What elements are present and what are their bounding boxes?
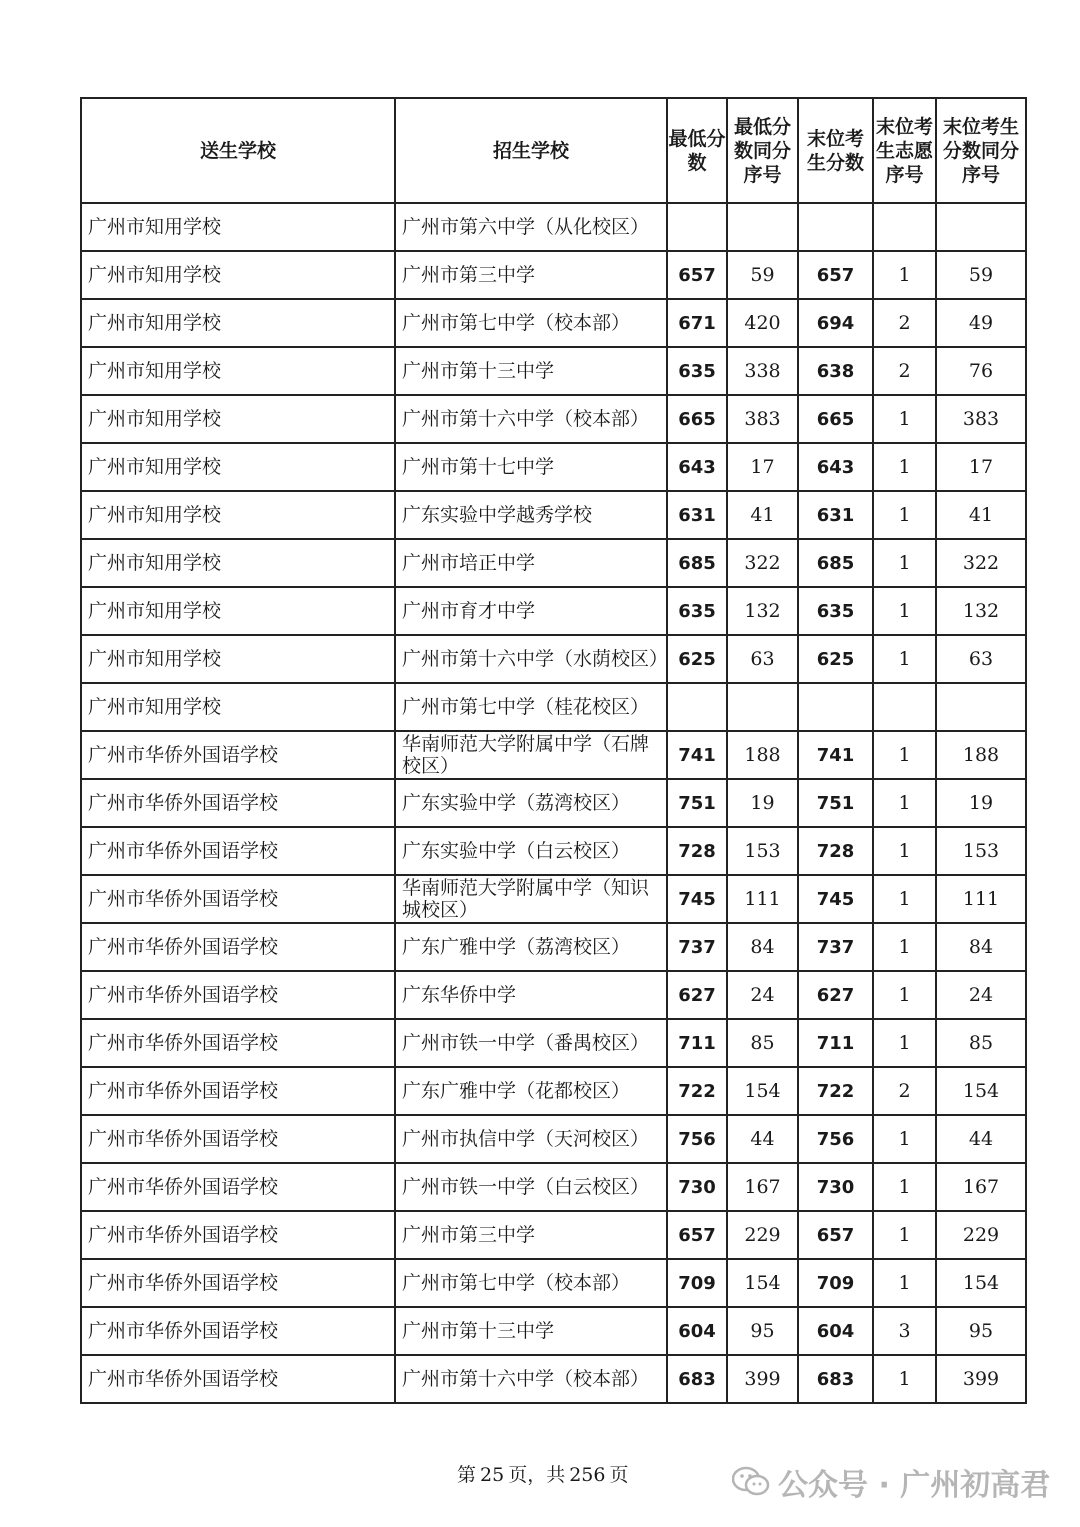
cell-last-score: 625 (798, 635, 873, 683)
table-row (81, 683, 1026, 731)
cell-min-score-tie-rank: 41 (727, 491, 798, 539)
cell-last-score-tie-rank: 322 (936, 539, 1026, 587)
cell-last-choice-rank: 1 (873, 971, 936, 1019)
table-row (81, 875, 1026, 923)
table-row (81, 1019, 1026, 1067)
cell-last-score: 631 (798, 491, 873, 539)
cell-admitting-school: 广州市第七中学（校本部） (395, 299, 667, 347)
cell-admitting-school: 广州市第十六中学（校本部） (395, 395, 667, 443)
cell-admitting-school: 广州市第十三中学 (395, 347, 667, 395)
table-row (81, 1115, 1026, 1163)
cell-last-score-tie-rank: 84 (936, 923, 1026, 971)
table-row (81, 827, 1026, 875)
cell-admitting-school: 广东实验中学越秀学校 (395, 491, 667, 539)
cell-last-score: 722 (798, 1067, 873, 1115)
cell-last-score-tie-rank: 154 (936, 1067, 1026, 1115)
cell-last-score (798, 203, 873, 251)
cell-last-choice-rank: 1 (873, 1259, 936, 1307)
table-row (81, 203, 1026, 251)
cell-admitting-school: 广东实验中学（白云校区） (395, 827, 667, 875)
cell-last-score-tie-rank: 24 (936, 971, 1026, 1019)
header-row (81, 98, 1026, 203)
cell-last-score-tie-rank: 59 (936, 251, 1026, 299)
cell-last-choice-rank: 1 (873, 251, 936, 299)
cell-last-choice-rank: 1 (873, 1211, 936, 1259)
cell-sending-school: 广州市知用学校 (81, 539, 395, 587)
header-last-choice-rank: 末位考生志愿序号 (873, 98, 936, 203)
cell-min-score-tie-rank: 132 (727, 587, 798, 635)
cell-min-score-tie-rank: 322 (727, 539, 798, 587)
header-admitting-school: 招生学校 (395, 98, 667, 203)
cell-min-score: 711 (667, 1019, 727, 1067)
cell-admitting-school: 华南师范大学附属中学（石牌校区） (395, 731, 667, 779)
cell-admitting-school: 广州市第七中学（校本部） (395, 1259, 667, 1307)
cell-min-score-tie-rank (727, 203, 798, 251)
watermark (732, 1462, 1050, 1502)
table-row (81, 923, 1026, 971)
cell-min-score-tie-rank: 111 (727, 875, 798, 923)
table-row (81, 779, 1026, 827)
cell-admitting-school: 广州市第六中学（从化校区） (395, 203, 667, 251)
table-row (81, 347, 1026, 395)
cell-min-score-tie-rank: 95 (727, 1307, 798, 1355)
wechat-icon (732, 1466, 770, 1498)
cell-last-score: 694 (798, 299, 873, 347)
cell-sending-school: 广州市知用学校 (81, 395, 395, 443)
cell-last-score-tie-rank: 111 (936, 875, 1026, 923)
cell-last-choice-rank: 1 (873, 395, 936, 443)
cell-min-score: 635 (667, 347, 727, 395)
cell-last-choice-rank: 1 (873, 923, 936, 971)
cell-sending-school: 广州市知用学校 (81, 587, 395, 635)
cell-min-score: 737 (667, 923, 727, 971)
cell-sending-school: 广州市华侨外国语学校 (81, 1115, 395, 1163)
table-row (81, 1307, 1026, 1355)
cell-admitting-school: 广州市铁一中学（番禺校区） (395, 1019, 667, 1067)
cell-sending-school: 广州市华侨外国语学校 (81, 827, 395, 875)
cell-sending-school: 广州市华侨外国语学校 (81, 779, 395, 827)
cell-last-choice-rank: 1 (873, 539, 936, 587)
footer-text: 页 (609, 1464, 629, 1486)
cell-last-score: 711 (798, 1019, 873, 1067)
cell-last-score-tie-rank: 154 (936, 1259, 1026, 1307)
header-last-score-tie-rank: 末位考生分数同分序号 (936, 98, 1026, 203)
watermark-text: 公众号 · 广州初高君 (778, 1468, 1051, 1503)
cell-last-score-tie-rank: 383 (936, 395, 1026, 443)
cell-admitting-school: 广东广雅中学（荔湾校区） (395, 923, 667, 971)
cell-min-score: 627 (667, 971, 727, 1019)
cell-last-score-tie-rank: 76 (936, 347, 1026, 395)
table-row (81, 1067, 1026, 1115)
cell-admitting-school: 广州市育才中学 (395, 587, 667, 635)
cell-min-score-tie-rank: 85 (727, 1019, 798, 1067)
header-last-score: 末位考生分数 (798, 98, 873, 203)
cell-last-choice-rank: 2 (873, 299, 936, 347)
cell-min-score (667, 203, 727, 251)
cell-sending-school: 广州市知用学校 (81, 251, 395, 299)
cell-min-score: 643 (667, 443, 727, 491)
cell-last-score: 709 (798, 1259, 873, 1307)
cell-min-score: 665 (667, 395, 727, 443)
cell-min-score-tie-rank: 154 (727, 1067, 798, 1115)
cell-admitting-school: 广州市第十七中学 (395, 443, 667, 491)
cell-last-score-tie-rank: 44 (936, 1115, 1026, 1163)
cell-sending-school: 广州市知用学校 (81, 443, 395, 491)
cell-sending-school: 广州市华侨外国语学校 (81, 1067, 395, 1115)
table-row (81, 491, 1026, 539)
cell-last-score-tie-rank: 167 (936, 1163, 1026, 1211)
cell-admitting-school: 广州市铁一中学（白云校区） (395, 1163, 667, 1211)
cell-min-score: 728 (667, 827, 727, 875)
cell-min-score: 683 (667, 1355, 727, 1403)
cell-admitting-school: 华南师范大学附属中学（知识城校区） (395, 875, 667, 923)
table-row (81, 251, 1026, 299)
cell-admitting-school: 广州市第十六中学（校本部） (395, 1355, 667, 1403)
cell-sending-school: 广州市华侨外国语学校 (81, 1211, 395, 1259)
cell-last-score-tie-rank: 63 (936, 635, 1026, 683)
cell-last-score-tie-rank: 229 (936, 1211, 1026, 1259)
table-row (81, 731, 1026, 779)
cell-last-choice-rank (873, 203, 936, 251)
cell-min-score-tie-rank: 44 (727, 1115, 798, 1163)
cell-min-score-tie-rank: 17 (727, 443, 798, 491)
cell-min-score-tie-rank: 24 (727, 971, 798, 1019)
cell-min-score: 604 (667, 1307, 727, 1355)
cell-admitting-school: 广州市第三中学 (395, 1211, 667, 1259)
cell-sending-school: 广州市华侨外国语学校 (81, 1019, 395, 1067)
header-min-score: 最低分数 (667, 98, 727, 203)
header-sending-school: 送生学校 (81, 98, 395, 203)
footer-text: 页，共 (508, 1464, 566, 1486)
cell-min-score-tie-rank (727, 683, 798, 731)
cell-last-score (798, 683, 873, 731)
cell-last-choice-rank: 2 (873, 347, 936, 395)
header-min-score-tie-rank: 最低分数同分序号 (727, 98, 798, 203)
cell-last-choice-rank: 1 (873, 491, 936, 539)
cell-last-score-tie-rank: 17 (936, 443, 1026, 491)
cell-last-score: 665 (798, 395, 873, 443)
cell-sending-school: 广州市知用学校 (81, 299, 395, 347)
cell-last-choice-rank: 1 (873, 1163, 936, 1211)
cell-admitting-school: 广东实验中学（荔湾校区） (395, 779, 667, 827)
cell-last-choice-rank: 1 (873, 1019, 936, 1067)
cell-last-score: 683 (798, 1355, 873, 1403)
cell-last-choice-rank: 1 (873, 1115, 936, 1163)
cell-min-score-tie-rank: 167 (727, 1163, 798, 1211)
cell-last-score-tie-rank: 49 (936, 299, 1026, 347)
cell-last-score-tie-rank (936, 203, 1026, 251)
cell-min-score: 685 (667, 539, 727, 587)
cell-min-score: 657 (667, 251, 727, 299)
cell-last-choice-rank: 1 (873, 1355, 936, 1403)
page-number: 25 (480, 1464, 505, 1486)
table-row (81, 635, 1026, 683)
cell-min-score-tie-rank: 63 (727, 635, 798, 683)
cell-last-choice-rank: 3 (873, 1307, 936, 1355)
cell-admitting-school: 广州市执信中学（天河校区） (395, 1115, 667, 1163)
cell-last-score: 657 (798, 251, 873, 299)
cell-last-score: 627 (798, 971, 873, 1019)
cell-min-score: 756 (667, 1115, 727, 1163)
cell-sending-school: 广州市知用学校 (81, 683, 395, 731)
cell-last-choice-rank: 1 (873, 827, 936, 875)
cell-min-score: 722 (667, 1067, 727, 1115)
cell-last-score-tie-rank: 132 (936, 587, 1026, 635)
cell-min-score (667, 683, 727, 731)
cell-admitting-school: 广州市第十六中学（水荫校区） (395, 635, 667, 683)
cell-admitting-school: 广州市第十三中学 (395, 1307, 667, 1355)
cell-last-score: 685 (798, 539, 873, 587)
cell-sending-school: 广州市知用学校 (81, 635, 395, 683)
cell-min-score-tie-rank: 338 (727, 347, 798, 395)
cell-min-score-tie-rank: 188 (727, 731, 798, 779)
cell-min-score: 657 (667, 1211, 727, 1259)
cell-last-choice-rank: 1 (873, 875, 936, 923)
cell-min-score: 635 (667, 587, 727, 635)
table-row (81, 299, 1026, 347)
cell-admitting-school: 广州市第三中学 (395, 251, 667, 299)
table-row (81, 539, 1026, 587)
total-pages: 256 (569, 1464, 606, 1486)
cell-min-score-tie-rank: 229 (727, 1211, 798, 1259)
cell-min-score-tie-rank: 383 (727, 395, 798, 443)
cell-last-score-tie-rank: 399 (936, 1355, 1026, 1403)
table-row (81, 1163, 1026, 1211)
table-row (81, 1211, 1026, 1259)
cell-sending-school: 广州市知用学校 (81, 203, 395, 251)
cell-sending-school: 广州市华侨外国语学校 (81, 1355, 395, 1403)
cell-last-choice-rank (873, 683, 936, 731)
admission-table (80, 97, 1027, 1404)
cell-last-score-tie-rank: 19 (936, 779, 1026, 827)
table-row (81, 971, 1026, 1019)
cell-last-score: 657 (798, 1211, 873, 1259)
cell-min-score: 730 (667, 1163, 727, 1211)
cell-min-score-tie-rank: 19 (727, 779, 798, 827)
cell-admitting-school: 广州市培正中学 (395, 539, 667, 587)
cell-last-score-tie-rank: 95 (936, 1307, 1026, 1355)
cell-last-score-tie-rank: 188 (936, 731, 1026, 779)
table-row (81, 1355, 1026, 1403)
cell-sending-school: 广州市华侨外国语学校 (81, 923, 395, 971)
cell-sending-school: 广州市华侨外国语学校 (81, 731, 395, 779)
cell-last-score: 604 (798, 1307, 873, 1355)
cell-last-score: 635 (798, 587, 873, 635)
cell-min-score: 745 (667, 875, 727, 923)
cell-admitting-school: 广东华侨中学 (395, 971, 667, 1019)
table-row (81, 1259, 1026, 1307)
table-row (81, 587, 1026, 635)
cell-sending-school: 广州市知用学校 (81, 491, 395, 539)
cell-min-score: 671 (667, 299, 727, 347)
cell-last-choice-rank: 1 (873, 635, 936, 683)
cell-last-choice-rank: 1 (873, 443, 936, 491)
cell-sending-school: 广州市华侨外国语学校 (81, 875, 395, 923)
table-row (81, 443, 1026, 491)
cell-last-choice-rank: 1 (873, 587, 936, 635)
cell-sending-school: 广州市知用学校 (81, 347, 395, 395)
cell-min-score-tie-rank: 399 (727, 1355, 798, 1403)
cell-sending-school: 广州市华侨外国语学校 (81, 1163, 395, 1211)
page-footer (457, 1460, 633, 1487)
cell-min-score: 741 (667, 731, 727, 779)
cell-min-score: 709 (667, 1259, 727, 1307)
cell-last-score-tie-rank (936, 683, 1026, 731)
cell-last-choice-rank: 1 (873, 731, 936, 779)
cell-last-score: 737 (798, 923, 873, 971)
cell-last-score: 730 (798, 1163, 873, 1211)
cell-min-score: 625 (667, 635, 727, 683)
cell-min-score-tie-rank: 153 (727, 827, 798, 875)
cell-last-choice-rank: 2 (873, 1067, 936, 1115)
cell-min-score-tie-rank: 59 (727, 251, 798, 299)
cell-min-score: 751 (667, 779, 727, 827)
cell-admitting-school: 广东广雅中学（花都校区） (395, 1067, 667, 1115)
cell-min-score-tie-rank: 420 (727, 299, 798, 347)
table-body (81, 203, 1026, 1403)
cell-min-score-tie-rank: 154 (727, 1259, 798, 1307)
footer-text: 第 (457, 1464, 477, 1486)
cell-last-score: 741 (798, 731, 873, 779)
cell-admitting-school: 广州市第七中学（桂花校区） (395, 683, 667, 731)
cell-sending-school: 广州市华侨外国语学校 (81, 1259, 395, 1307)
cell-last-score-tie-rank: 41 (936, 491, 1026, 539)
cell-sending-school: 广州市华侨外国语学校 (81, 1307, 395, 1355)
cell-last-choice-rank: 1 (873, 779, 936, 827)
cell-sending-school: 广州市华侨外国语学校 (81, 971, 395, 1019)
cell-min-score: 631 (667, 491, 727, 539)
cell-last-score: 728 (798, 827, 873, 875)
cell-last-score: 638 (798, 347, 873, 395)
cell-last-score-tie-rank: 85 (936, 1019, 1026, 1067)
table-row (81, 395, 1026, 443)
cell-last-score: 751 (798, 779, 873, 827)
cell-last-score: 745 (798, 875, 873, 923)
cell-last-score-tie-rank: 153 (936, 827, 1026, 875)
cell-last-score: 643 (798, 443, 873, 491)
cell-last-score: 756 (798, 1115, 873, 1163)
cell-min-score-tie-rank: 84 (727, 923, 798, 971)
